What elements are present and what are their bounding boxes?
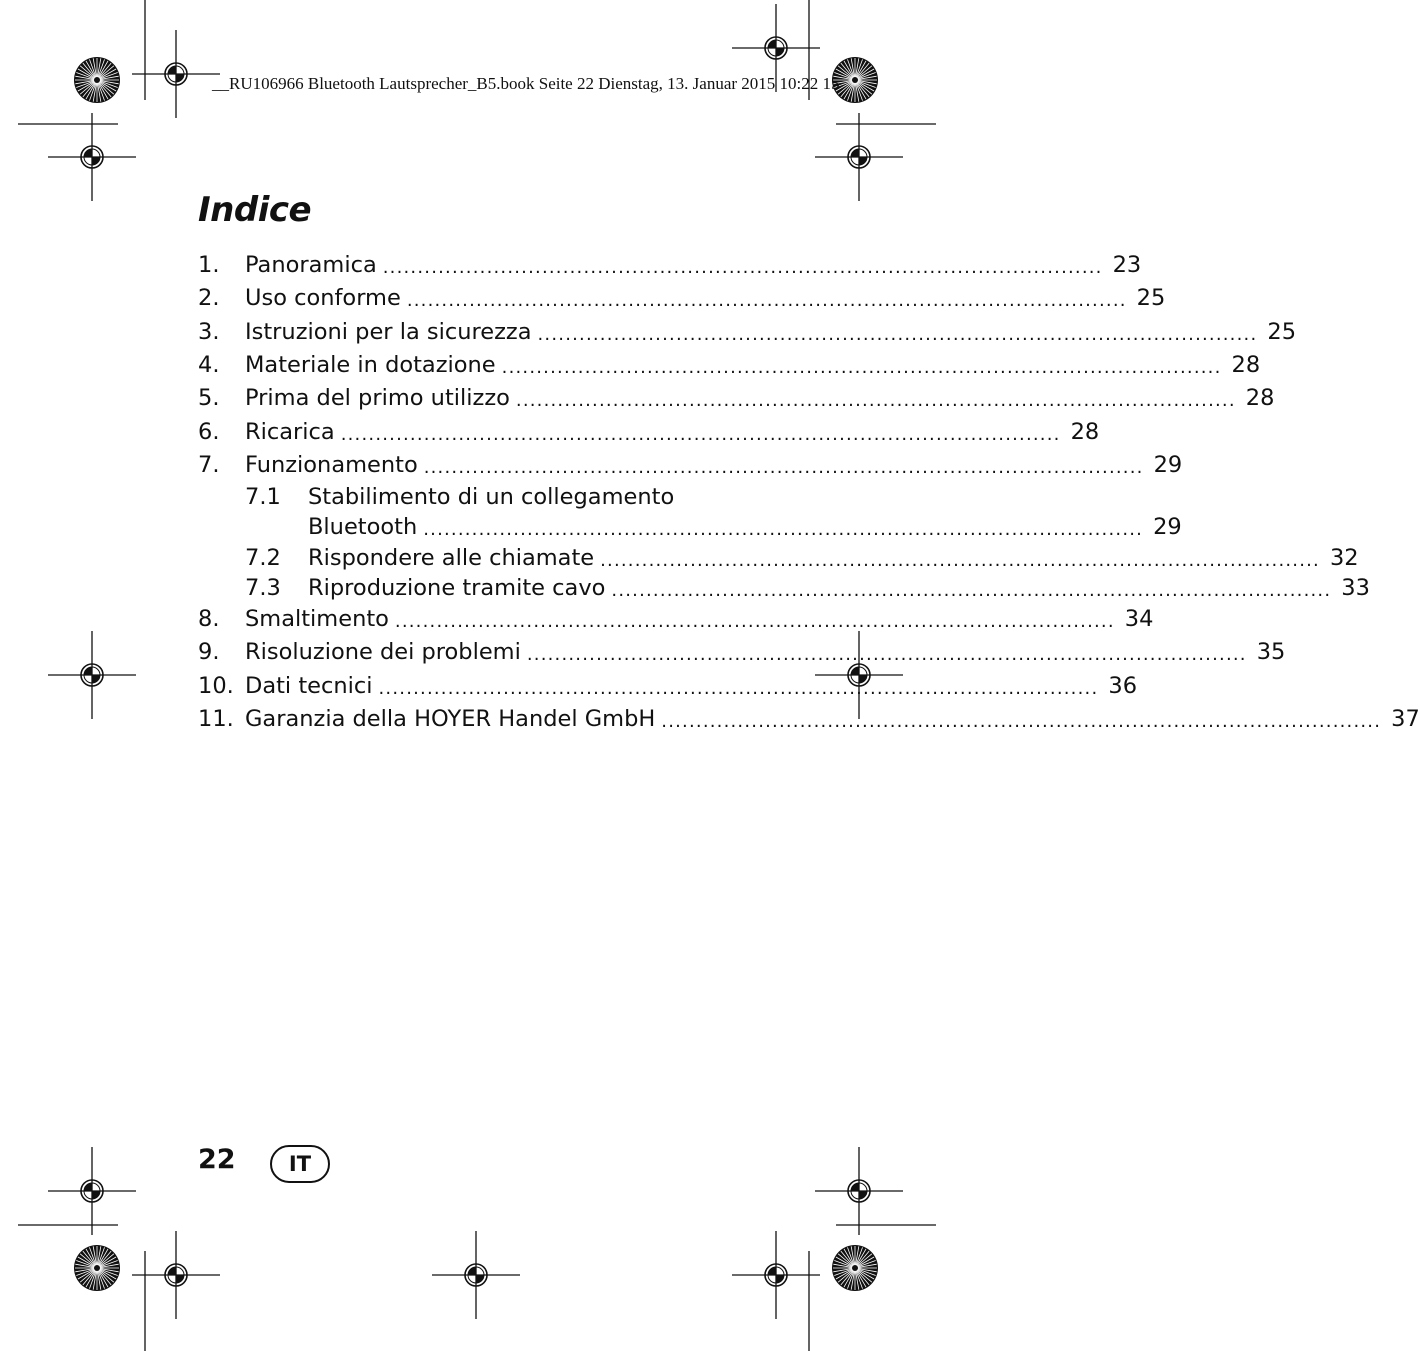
toc-label: Risoluzione dei problemi xyxy=(245,639,521,666)
dot-leader: ........................................................................................................ xyxy=(423,456,1144,478)
toc-label: Bluetooth xyxy=(308,514,418,541)
toc-page: 28 xyxy=(1231,352,1261,379)
dot-leader: ........................................................................................................ xyxy=(501,357,1222,379)
toc-label: Riproduzione tramite cavo xyxy=(308,574,606,601)
toc-subentry[interactable] xyxy=(198,482,734,512)
language-badge: IT xyxy=(270,1145,330,1183)
toc-page: 35 xyxy=(1256,639,1286,666)
toc-page: 23 xyxy=(1112,252,1142,279)
toc-entry[interactable] xyxy=(198,316,1297,349)
toc-number: 2. xyxy=(198,285,220,312)
toc-number: 3. xyxy=(198,318,220,345)
toc-label: Stabilimento di un collegamento xyxy=(308,484,675,511)
dot-leader: ........................................................................................................ xyxy=(406,290,1127,312)
toc-page: 28 xyxy=(1070,418,1100,445)
toc-entry[interactable] xyxy=(198,349,1261,382)
dot-leader: ........................................................................................................ xyxy=(661,710,1382,732)
toc-subentry[interactable] xyxy=(198,573,1370,603)
toc-entry[interactable] xyxy=(198,249,1142,282)
toc-entry[interactable] xyxy=(198,449,1183,482)
toc-entry[interactable] xyxy=(198,282,1166,315)
color-wheel-hub xyxy=(94,77,100,83)
toc-number: 4. xyxy=(198,352,220,379)
toc-page: 34 xyxy=(1124,605,1154,632)
toc-number: 9. xyxy=(198,639,220,666)
toc-page: 25 xyxy=(1267,318,1297,345)
toc-entry[interactable] xyxy=(198,703,1420,736)
dot-leader: ........................................................................................................ xyxy=(515,390,1236,412)
toc-page: 37 xyxy=(1391,705,1420,732)
toc-page: 29 xyxy=(1153,451,1183,478)
page-title: Indice xyxy=(198,190,312,230)
dot-leader: ........................................................................................................ xyxy=(600,549,1320,571)
toc-label: Materiale in dotazione xyxy=(245,352,496,379)
toc-entry[interactable] xyxy=(198,636,1286,669)
toc-entry[interactable] xyxy=(198,382,1275,415)
toc-entry[interactable] xyxy=(198,415,1100,448)
table-of-contents xyxy=(198,249,1420,736)
toc-entry[interactable] xyxy=(198,669,1138,702)
print-slug-line: __RU106966 Bluetooth Lautsprecher_B5.book Seite 22 Dienstag, 13. Januar 2015 10:22 15 xyxy=(212,74,840,93)
toc-label: Garanzia della HOYER Handel GmbH xyxy=(245,705,656,732)
toc-entry[interactable] xyxy=(198,603,1154,636)
dot-leader: ........................................................................................................ xyxy=(340,423,1061,445)
dot-leader: ........................................................................................................ xyxy=(394,610,1115,632)
dot-leader: ........................................................................................................ xyxy=(382,257,1103,279)
dot-leader: ........................................................................................................ xyxy=(423,519,1144,541)
toc-number: 5. xyxy=(198,385,220,412)
toc-page: 25 xyxy=(1136,285,1166,312)
toc-number: 8. xyxy=(198,605,220,632)
toc-number: 7.3 xyxy=(245,574,281,601)
toc-label: Funzionamento xyxy=(245,451,418,478)
dot-leader: ........................................................................................................ xyxy=(611,579,1332,601)
toc-page: 29 xyxy=(1153,514,1182,541)
color-wheel-hub xyxy=(94,1265,100,1271)
dot-leader: ........................................................................................................ xyxy=(537,323,1258,345)
toc-number: 11. xyxy=(198,705,234,732)
dot-leader: ........................................................................................................ xyxy=(526,644,1247,666)
toc-page: 28 xyxy=(1245,385,1275,412)
toc-number: 1. xyxy=(198,252,220,279)
toc-label: Smaltimento xyxy=(245,605,389,632)
toc-label: Dati tecnici xyxy=(245,672,373,699)
toc-label: Istruzioni per la sicurezza xyxy=(245,318,532,345)
toc-page: 36 xyxy=(1108,672,1138,699)
toc-subentry-continuation[interactable] xyxy=(198,512,1182,542)
toc-number: 6. xyxy=(198,418,220,445)
toc-number: 7.1 xyxy=(245,484,281,511)
toc-number: 10. xyxy=(198,672,234,699)
dot-leader: ........................................................................................................ xyxy=(378,677,1099,699)
toc-number: 7. xyxy=(198,451,220,478)
color-wheel-hub xyxy=(852,1265,858,1271)
toc-label: Prima del primo utilizzo xyxy=(245,385,510,412)
toc-page: 33 xyxy=(1341,574,1370,601)
toc-page: 32 xyxy=(1329,544,1359,571)
toc-label: Panoramica xyxy=(245,252,377,279)
toc-label: Ricarica xyxy=(245,418,335,445)
toc-label: Uso conforme xyxy=(245,285,401,312)
page-number: 22 xyxy=(198,1144,236,1175)
toc-subentry[interactable] xyxy=(198,542,1359,572)
toc-label: Rispondere alle chiamate xyxy=(308,544,595,571)
toc-number: 7.2 xyxy=(245,544,281,571)
